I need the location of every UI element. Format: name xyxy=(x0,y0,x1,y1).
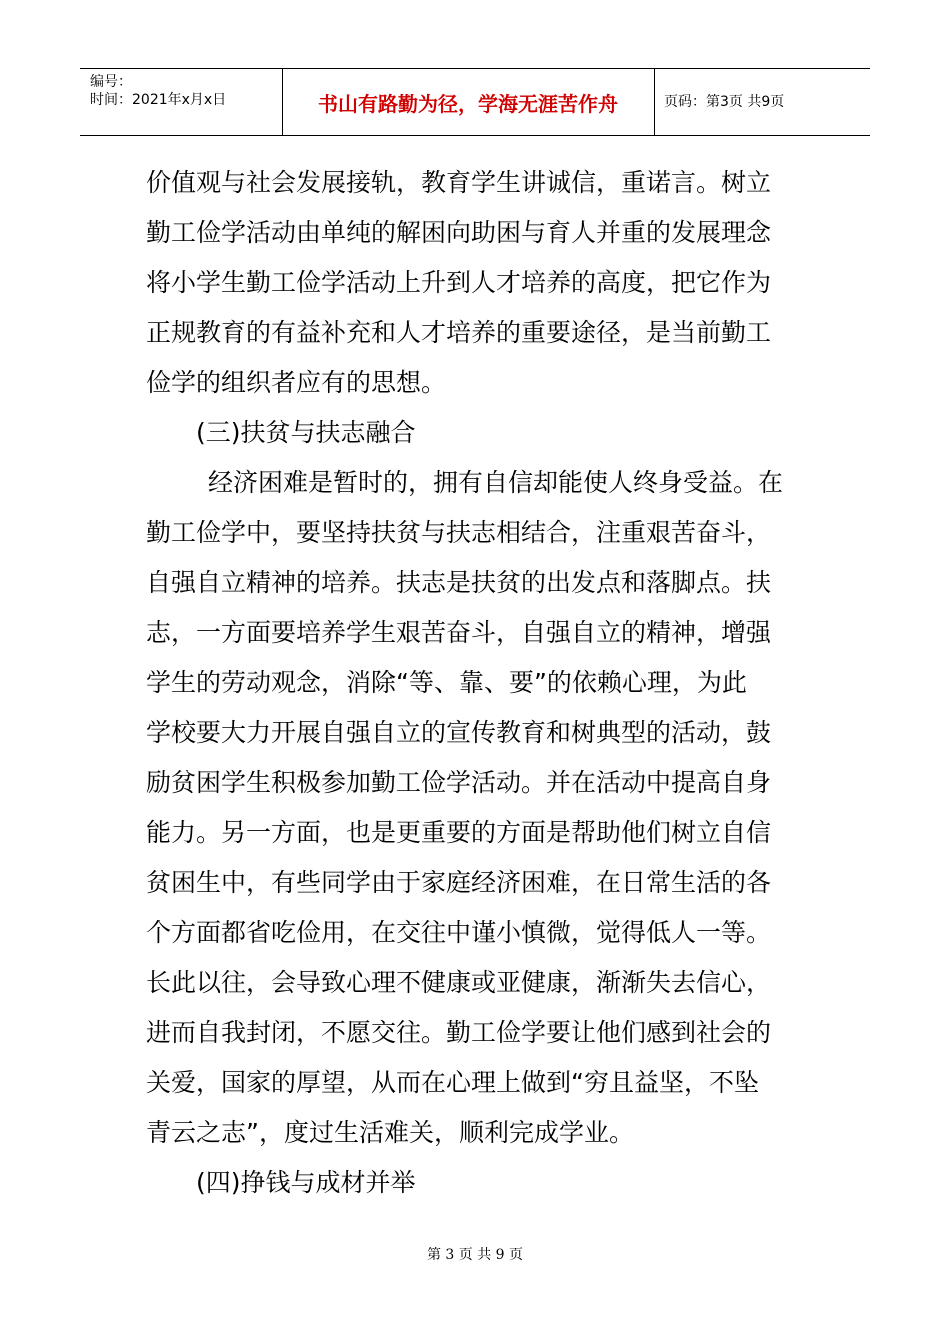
body-line: 能力。另一方面，也是更重要的方面是帮助他们树立自信 xyxy=(146,818,772,847)
document-body xyxy=(146,158,816,1208)
body-line: 勤工俭学中，要坚持扶贫与扶志相结合，注重艰苦奋斗， xyxy=(146,518,772,547)
body-line: 青云之志”，度过生活难关，顺利完成学业。 xyxy=(146,1118,634,1147)
body-line: 进而自我封闭，不愿交往。勤工俭学要让他们感到社会的 xyxy=(146,1018,772,1047)
page-footer: 第 3 页 共 9 页 xyxy=(426,1247,524,1263)
header-page-cell xyxy=(654,69,870,135)
body-line: 励贫困学生积极参加勤工俭学活动。并在活动中提高自身 xyxy=(146,768,772,797)
body-line: 学校要大力开展自强自立的宣传教育和树典型的活动，鼓 xyxy=(146,718,772,747)
body-line: 自强自立精神的培养。扶志是扶贫的出发点和落脚点。扶 xyxy=(146,568,772,597)
section-heading: (四)挣钱与成材并举 xyxy=(196,1168,416,1197)
document-number-label: 编号： xyxy=(90,74,132,90)
body-line: 志，一方面要培养学生艰苦奋斗，自强自立的精神，增强 xyxy=(146,618,772,647)
header-motto: 书山有路勤为径，学海无涯苦作舟 xyxy=(318,92,618,116)
header-page-code: 页码：第3页 共9页 xyxy=(664,94,785,110)
body-line: 俭学的组织者应有的思想。 xyxy=(146,368,447,397)
body-line: 长此以往，会导致心理不健康或亚健康，渐渐失去信心， xyxy=(146,968,772,997)
header-info-cell xyxy=(80,69,283,135)
body-line: 个方面都省吃俭用，在交往中谨小慎微，觉得低人一等。 xyxy=(146,918,772,947)
section-heading: (三)扶贫与扶志融合 xyxy=(196,418,416,447)
body-line: 贫困生中，有些同学由于家庭经济困难，在日常生活的各 xyxy=(146,868,772,897)
body-line: 将小学生勤工俭学活动上升到人才培养的高度，把它作为 xyxy=(146,268,772,297)
body-line: 价值观与社会发展接轨，教育学生讲诚信，重诺言。树立 xyxy=(146,168,772,197)
header-motto-cell xyxy=(282,69,655,135)
paragraph-first-line: 经济困难是暂时的，拥有自信却能使人终身受益。在 xyxy=(208,468,784,497)
body-line: 正规教育的有益补充和人才培养的重要途径，是当前勤工 xyxy=(146,318,772,347)
document-date-label: 时间：2021年x月x日 xyxy=(90,92,227,108)
body-line: 学生的劳动观念，消除“等、靠、要”的依赖心理，为此 xyxy=(146,668,747,697)
body-line: 勤工俭学活动由单纯的解困向助困与育人并重的发展理念 xyxy=(146,218,772,247)
page-header xyxy=(80,68,870,136)
body-line: 关爱，国家的厚望，从而在心理上做到“穷且益坚，不坠 xyxy=(146,1068,759,1097)
